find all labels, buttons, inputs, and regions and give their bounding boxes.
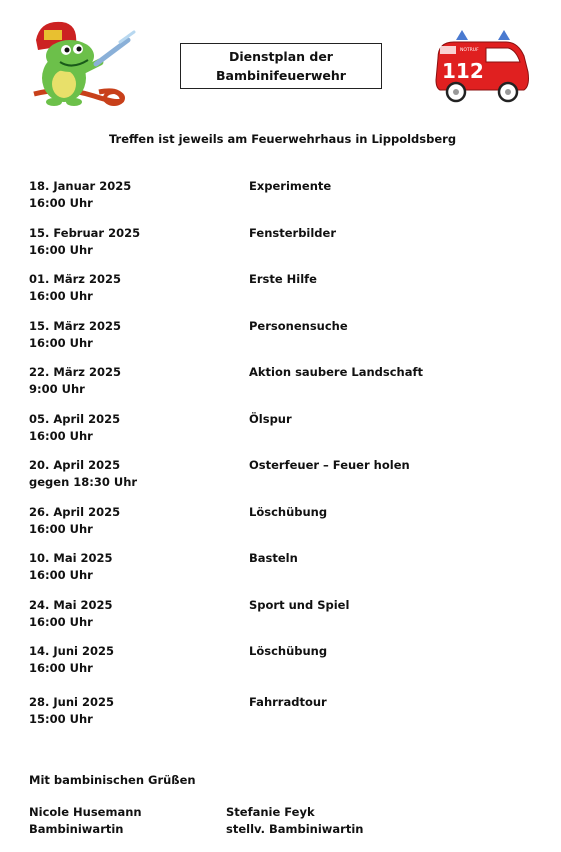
event-date: 10. Mai 2025: [29, 551, 113, 565]
event-time: 16:00 Uhr: [29, 521, 93, 536]
event-date: 14. Juni 2025: [29, 644, 114, 658]
event-item: [29, 364, 539, 411]
event-title: Löschübung: [249, 644, 328, 658]
event-item: [29, 225, 539, 272]
signature-block-1: [29, 804, 142, 838]
event-item: [29, 178, 539, 225]
signature-block-2: [226, 804, 363, 838]
event-item: [29, 643, 539, 690]
event-time: 16:00 Uhr: [29, 335, 93, 350]
event-time: gegen 18:30 Uhr: [29, 475, 138, 489]
event-title: Experimente: [249, 179, 332, 193]
event-date: 20. April 2025: [29, 458, 121, 472]
truck-number: 112: [442, 59, 484, 83]
event-title: Fahrradtour: [249, 694, 327, 709]
event-date: 15. März 2025: [29, 318, 121, 333]
signature-name: Stefanie Feyk: [226, 805, 315, 819]
event-item: [29, 271, 539, 318]
meeting-location-note: Treffen ist jeweils am Feuerwehrhaus in Lippoldsberg: [108, 132, 457, 146]
event-title: Löschübung: [249, 504, 328, 519]
truck-label: NOTRUF: [460, 48, 479, 53]
event-date: 05. April 2025: [29, 411, 121, 426]
signature-name: Nicole Husemann: [29, 805, 142, 819]
event-item: [29, 457, 539, 504]
event-time: 9:00 Uhr: [29, 382, 85, 396]
event-date: 01. März 2025: [29, 272, 121, 286]
dragon-firefighter-logo: [24, 16, 136, 116]
event-item: [29, 597, 539, 644]
title-line-1: Dienstplan der: [229, 49, 333, 64]
events-list: [29, 178, 539, 740]
event-title: Sport und Spiel: [249, 597, 350, 612]
event-item: [29, 550, 539, 597]
event-date: 26. April 2025: [29, 504, 121, 519]
event-title: Basteln: [249, 551, 298, 565]
event-time: 16:00 Uhr: [29, 568, 93, 582]
event-title: Personensuche: [249, 318, 348, 333]
event-title: Aktion saubere Landschaft: [249, 365, 423, 379]
event-title: Fensterbilder: [249, 225, 337, 240]
event-title: Osterfeuer – Feuer holen: [249, 458, 410, 472]
event-item: [29, 411, 539, 458]
event-time: 16:00 Uhr: [29, 661, 93, 675]
fire-truck-logo: [432, 28, 534, 108]
event-date: 18. Januar 2025: [29, 179, 132, 193]
title-box: [180, 43, 382, 89]
event-time: 15:00 Uhr: [29, 711, 93, 726]
event-time: 16:00 Uhr: [29, 614, 93, 629]
event-item: [29, 504, 539, 551]
closing-greeting: Mit bambinischen Grüßen: [29, 773, 196, 787]
event-item: [29, 318, 539, 365]
event-time: 16:00 Uhr: [29, 242, 93, 257]
signature-role: Bambiniwartin: [29, 822, 124, 836]
event-date: 24. Mai 2025: [29, 597, 113, 612]
event-date: 22. März 2025: [29, 365, 121, 379]
event-item: [29, 694, 539, 741]
event-date: 15. Februar 2025: [29, 225, 141, 240]
event-title: Erste Hilfe: [249, 272, 317, 286]
signature-role: stellv. Bambiniwartin: [226, 822, 364, 836]
title-line-2: Bambinifeuerwehr: [216, 68, 346, 83]
event-time: 16:00 Uhr: [29, 428, 93, 443]
event-date: 28. Juni 2025: [29, 694, 114, 709]
event-time: 16:00 Uhr: [29, 196, 93, 210]
event-time: 16:00 Uhr: [29, 289, 93, 303]
event-title: Ölspur: [249, 411, 292, 426]
